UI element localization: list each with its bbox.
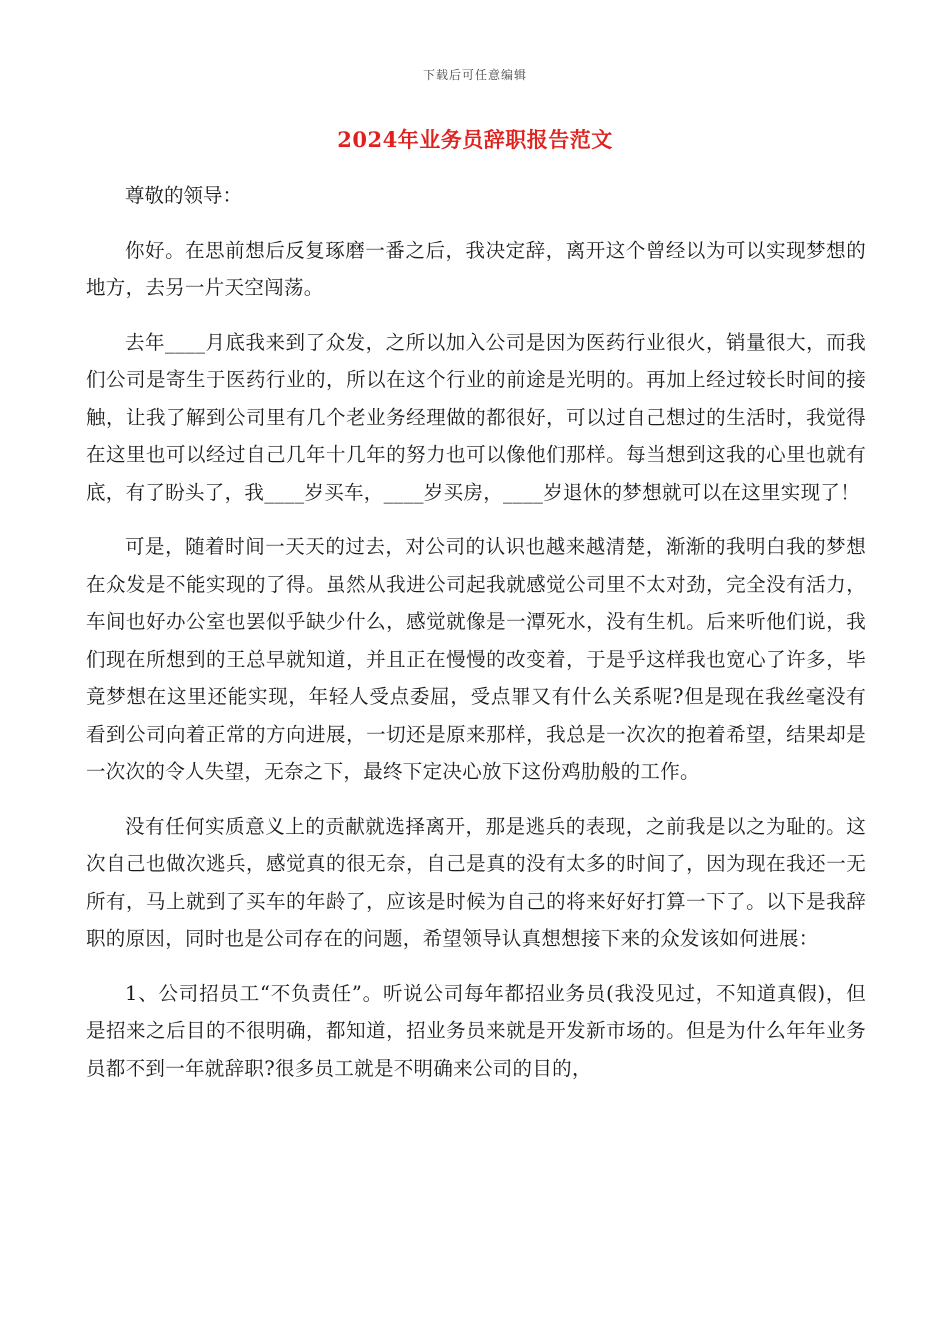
paragraph-gap xyxy=(86,791,866,808)
paragraph: 去年____月底我来到了众发，之所以加入公司是因为医药行业很火，销量很大，而我们公司是寄生于医药行业的，所以在这个行业的前途是光明的。再加上经过较长时间的接触，让我了解到公司里有几个老业务经理做的都很好，可以过自己想过的生活时，我觉得在这里也可以经过自己几年十几年的努力也可以像他们那样。每当想到这我的心里也就有底，有了盼头了，我____岁买车，____岁买房，____岁退休的梦想就可以在这里实现了！ xyxy=(86,330,866,504)
document-body xyxy=(86,155,866,1087)
document-title: 2024年业务员辞职报告范文 xyxy=(337,127,613,152)
paragraph-gap xyxy=(86,307,866,324)
paragraph-gap xyxy=(86,958,866,975)
salutation: 尊敬的领导： xyxy=(125,184,243,207)
paragraph: 没有任何实质意义上的贡献就选择离开，那是逃兵的表现，之前我是以之为耻的。这次自己也做次逃兵，感觉真的很无奈，自己是真的没有太多的时间了，因为现在我还一无所有，马上就到了买车的年龄了，应该是时候为自己的将来好好打算一下了。以下是我辞职的原因，同时也是公司存在的问题，希望领导认真想想接下来的众发该如何进展： xyxy=(86,814,866,950)
paragraph: 你好。在思前想后反复琢磨一番之后，我决定辞，离开这个曾经以为可以实现梦想的地方，去另一片天空闯荡。 xyxy=(86,238,866,299)
paragraph: 1、公司招员工“不负责任”。听说公司每年都招业务员(我没见过，不知道真假)，但是招来之后目的不很明确，都知道，招业务员来就是开发新市场的。但是为什么年年业务员都不到一年就辞职?很多员工就是不明确来公司的目的， xyxy=(86,981,866,1080)
paragraph-gap xyxy=(86,511,866,528)
header-note: 下载后可任意编辑 xyxy=(422,68,527,82)
paragraph-gap xyxy=(86,215,866,232)
paragraph: 可是，随着时间一天天的过去，对公司的认识也越来越清楚，渐渐的我明白我的梦想在众发是不能实现的了得。虽然从我进公司起我就感觉公司里不太对劲，完全没有活力，车间也好办公室也罢似乎缺少什么，感觉就像是一潭死水，没有生机。后来听他们说，我们现在所想到的王总早就知道，并且正在慢慢的改变着，于是乎这样我也宽心了许多，毕竟梦想在这里还能实现，年轻人受点委屈，受点罪又有什么关系呢?但是现在我丝毫没有看到公司向着正常的方向进展，一切还是原来那样，我总是一次次的抱着希望，结果却是一次次的令人失望，无奈之下，最终下定决心放下这份鸡肋般的工作。 xyxy=(86,535,866,783)
